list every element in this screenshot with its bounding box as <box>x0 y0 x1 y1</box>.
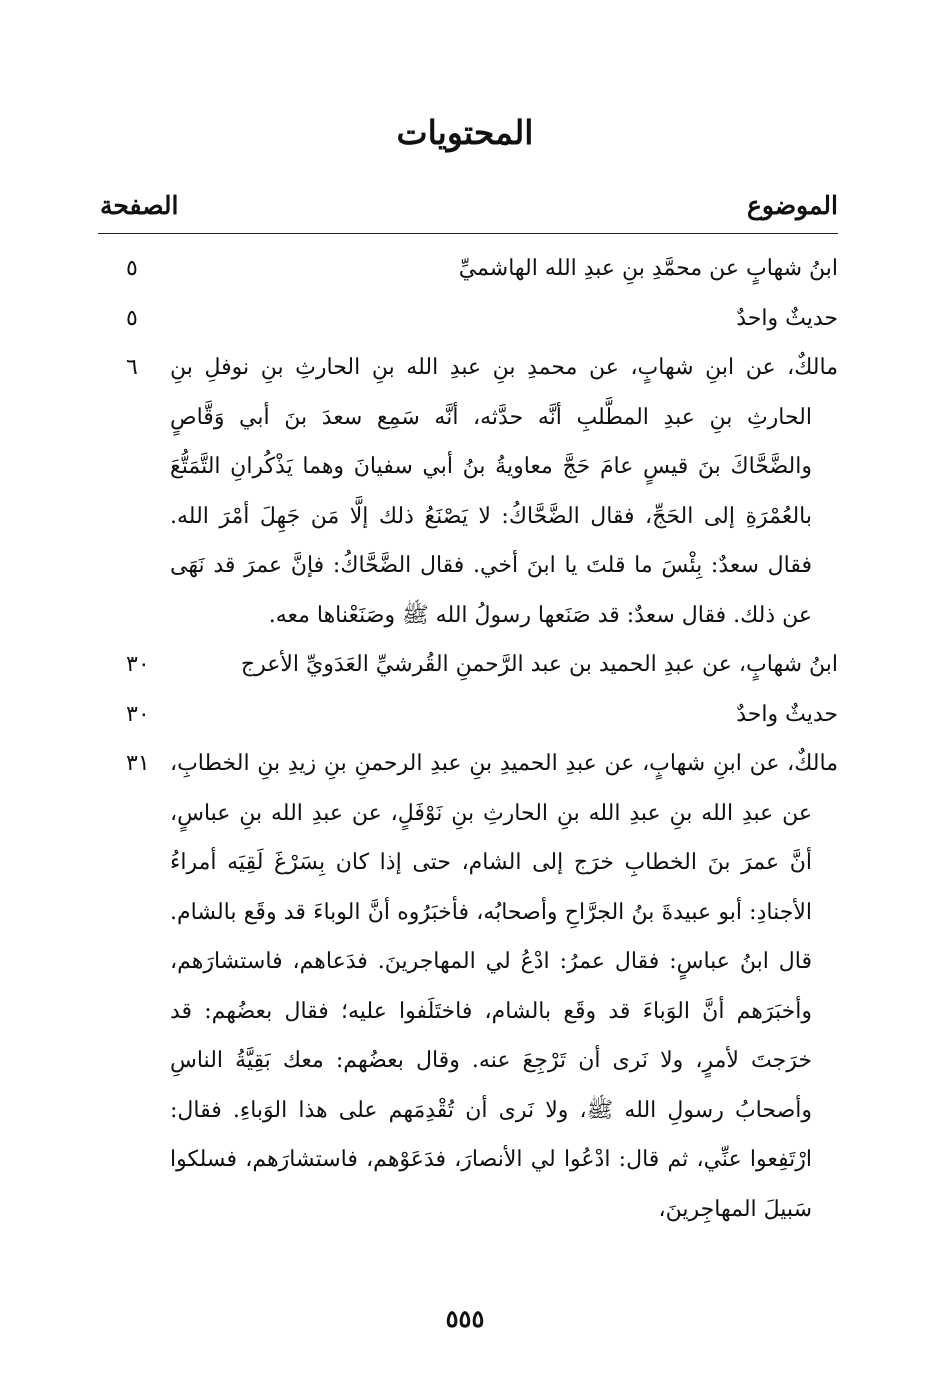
entry-page-number: ٥ <box>126 305 138 331</box>
topic-column-header: الموضوع <box>747 191 838 220</box>
entry-page-number: ٣٠ <box>126 701 150 727</box>
entry-title: حديثٌ واحدٌ <box>736 305 838 331</box>
entry-title: مالكٌ، عن ابنِ شهابٍ، عن عبدِ الحميدِ بنِ عبدِ الرحمنِ بنِ زيدِ بنِ الخطابِ، عن عبدِ الله بنِ عبدِ الله بنِ الحارثِ بنِ نَوْفَلٍ، عن عبدِ الله بنِ عباسٍ، أنَّ عمرَ بنَ الخطابِ خرَج إلى الشام، حتى إذا كان بِسَرْغَ لَقِيَه أمراءُ الأجنادِ: أبو عبيدةَ بنُ الجرَّاحِ وأصحابُه، فأخبَرُوه أنَّ الوباءَ قد وقَع بالشام. قال ابنُ عباسٍ: فقال عمرُ: ادْعُ لي المهاجرينَ. فدَعاهم، فاستشارَهم، وأخبَرَهم أنَّ الوَباءَ قد وقَع بالشام، فاختَلَفوا عليه؛ فقال بعضُهم: قد خرَجتَ لأمرٍ، ولا نَرى أن تَرْجِعَ عنه. وقال بعضُهم: معك بَقِيَّةُ الناسِ وأصحابُ رسولِ الله ﷺ، ولا نَرى أن تُقْدِمَهم على هذا الوَباءِ. فقال: ارْتَفِعوا عنِّي، ثم قال: ادْعُوا لي الأنصارَ، فدَعَوْهم، فاستشارَهم، فسلكوا سَبيلَ المهاجِرينَ، <box>170 751 838 1222</box>
entry-page-number: ٦ <box>126 355 138 380</box>
entry-title: حديثٌ واحدٌ <box>736 701 838 727</box>
page-number: ٥٥٥ <box>445 1304 485 1333</box>
contents-entry <box>98 294 838 344</box>
page-column-header: الصفحة <box>100 191 179 220</box>
contents-entry <box>98 244 838 294</box>
header-divider <box>98 233 838 234</box>
entry-title: مالكٌ، عن ابنِ شهابٍ، عن محمدِ بنِ عبدِ الله بنِ الحارثِ بنِ نوفلِ بنِ الحارثِ بنِ عبدِ المطَّلبِ أنَّه حدَّثه، أنَّه سَمِع سعدَ بنَ أبي وَقَّاصٍ والضَّحَّاكَ بنَ قيسٍ عامَ حَجَّ معاويةُ بنُ أبي سفيانَ وهما يَذْكُرانِ التَّمَتُّعَ بالعُمْرَةِ إلى الحَجِّ، فقال الضَّحَّاكُ: لا يَصْنَعُ ذلك إلَّا مَن جَهِلَ أمْرَ الله. فقال سعدٌ: بِئْسَ ما قلتَ يا ابنَ أخي. فقال الضَّحَّاكُ: فإنَّ عمرَ قد نَهَى عن ذلك. فقال سعدٌ: قد صَنَعها رسولُ الله ﷺ وصَنَعْناها معه. <box>170 355 838 628</box>
contents-entry <box>98 690 838 740</box>
entry-page-number: ٣٠ <box>126 652 150 677</box>
page-title: المحتويات <box>396 113 534 152</box>
entry-page-number: ٣١ <box>126 751 150 776</box>
entry-title: ابنُ شهابٍ، عن عبدِ الحميد بن عبد الرَّحمنِ القُرشيِّ العَدَويِّ الأعرج <box>240 652 838 677</box>
contents-entry <box>98 739 838 1234</box>
contents-list <box>98 244 838 1234</box>
contents-entry <box>98 640 838 690</box>
entry-page-number: ٥ <box>126 256 138 281</box>
entry-title: ابنُ شهابٍ عن محمَّدِ بنِ عبدِ الله الهاشميِّ <box>458 256 838 281</box>
contents-entry <box>98 343 838 640</box>
